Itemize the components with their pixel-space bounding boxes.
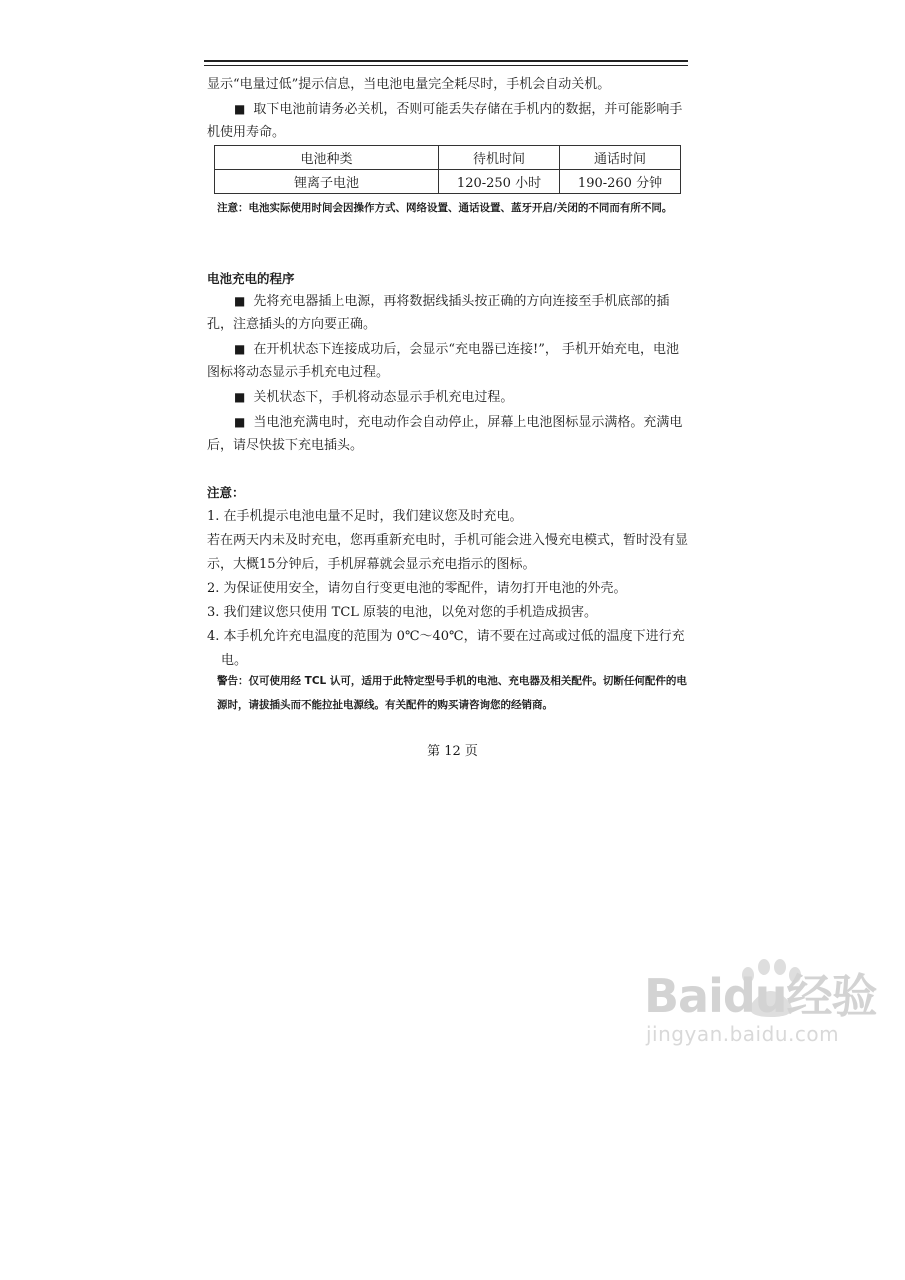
table-cell: 190-260 分钟 xyxy=(560,170,681,194)
page-number: 第 12 页 xyxy=(427,744,478,759)
bullet-icon: ■ xyxy=(234,415,246,429)
note-item-3: 3. 我们建议您只使用 TCL 原装的电池，以免对您的手机造成损害。 xyxy=(207,605,598,620)
charging-step-1 xyxy=(207,290,690,336)
paragraph-remove-battery-text: 取下电池前请务必关机，否则可能丢失存储在手机内的数据，并可能影响手机使用寿命。 xyxy=(207,102,683,140)
charging-step-text: 在开机状态下连接成功后，会显示“充电器已连接!”， 手机开始充电，电池图标将动态显示手机充电过程。 xyxy=(207,342,679,380)
charging-step-3 xyxy=(207,386,690,409)
battery-table xyxy=(214,145,681,194)
charging-step-text: 先将充电器插上电源，再将数据线插头按正确的方向连接至手机底部的插孔，注意插头的方向要正确。 xyxy=(207,294,670,332)
table-header-cell: 待机时间 xyxy=(439,146,560,170)
charging-section-title: 电池充电的程序 xyxy=(207,271,295,286)
note-item-4-line2: 电。 xyxy=(221,653,248,668)
bullet-icon: ■ xyxy=(234,102,246,116)
warning-note: 警告：仅可使用经 TCL 认可，适用于此特定型号手机的电池、充电器及相关配件。切断任何配件的电源时，请拔插头而不能拉扯电源线。有关配件的购买请咨询您的经销商。 xyxy=(217,675,687,711)
note-item-4 xyxy=(207,625,690,673)
charging-step-text: 当电池充满电时，充电动作会自动停止，屏幕上电池图标显示满格。充满电后，请尽快拔下充电插头。 xyxy=(207,415,683,453)
charging-step-text: 关机状态下，手机将动态显示手机充电过程。 xyxy=(253,390,514,405)
header-rule-thick xyxy=(204,60,688,62)
table-cell: 120-250 小时 xyxy=(439,170,560,194)
note-item-1-extra: 若在两天内未及时充电，您再重新充电时，手机可能会进入慢充电模式，暂时没有显示，大概15分钟后，手机屏幕就会显示充电指示的图标。 xyxy=(207,533,689,572)
bullet-icon: ■ xyxy=(234,294,246,308)
watermark-url: jingyan.baidu.com xyxy=(646,1022,840,1046)
table-cell: 锂离子电池 xyxy=(215,170,439,194)
table-header-cell: 通话时间 xyxy=(560,146,681,170)
notes-title: 注意： xyxy=(207,485,245,500)
note-item-2: 2. 为保证使用安全，请勿自行变更电池的零配件，请勿打开电池的外壳。 xyxy=(207,581,627,596)
bullet-icon: ■ xyxy=(234,342,246,356)
note-item-1: 1. 在手机提示电池电量不足时，我们建议您及时充电。 xyxy=(207,509,523,524)
table-header-row xyxy=(215,146,681,170)
paragraph-low-battery: 显示“电量过低”提示信息，当电池电量完全耗尽时，手机会自动关机。 xyxy=(207,77,611,92)
charging-step-2 xyxy=(207,338,690,384)
table-note: 注意：电池实际使用时间会因操作方式、网络设置、通话设置、蓝牙开启/关闭的不同而有所不同。 xyxy=(217,202,673,214)
watermark-brand: Baidu经验 xyxy=(644,969,877,1023)
table-header-cell: 电池种类 xyxy=(215,146,439,170)
bullet-icon: ■ xyxy=(234,390,246,404)
header-rule-thin xyxy=(204,65,688,66)
paragraph-remove-battery xyxy=(207,98,690,144)
table-row xyxy=(215,170,681,194)
charging-step-4 xyxy=(207,411,690,457)
note-item-4-line1: 4. 本手机允许充电温度的范围为 0℃～40℃，请不要在过高或过低的温度下进行充 xyxy=(207,629,685,644)
